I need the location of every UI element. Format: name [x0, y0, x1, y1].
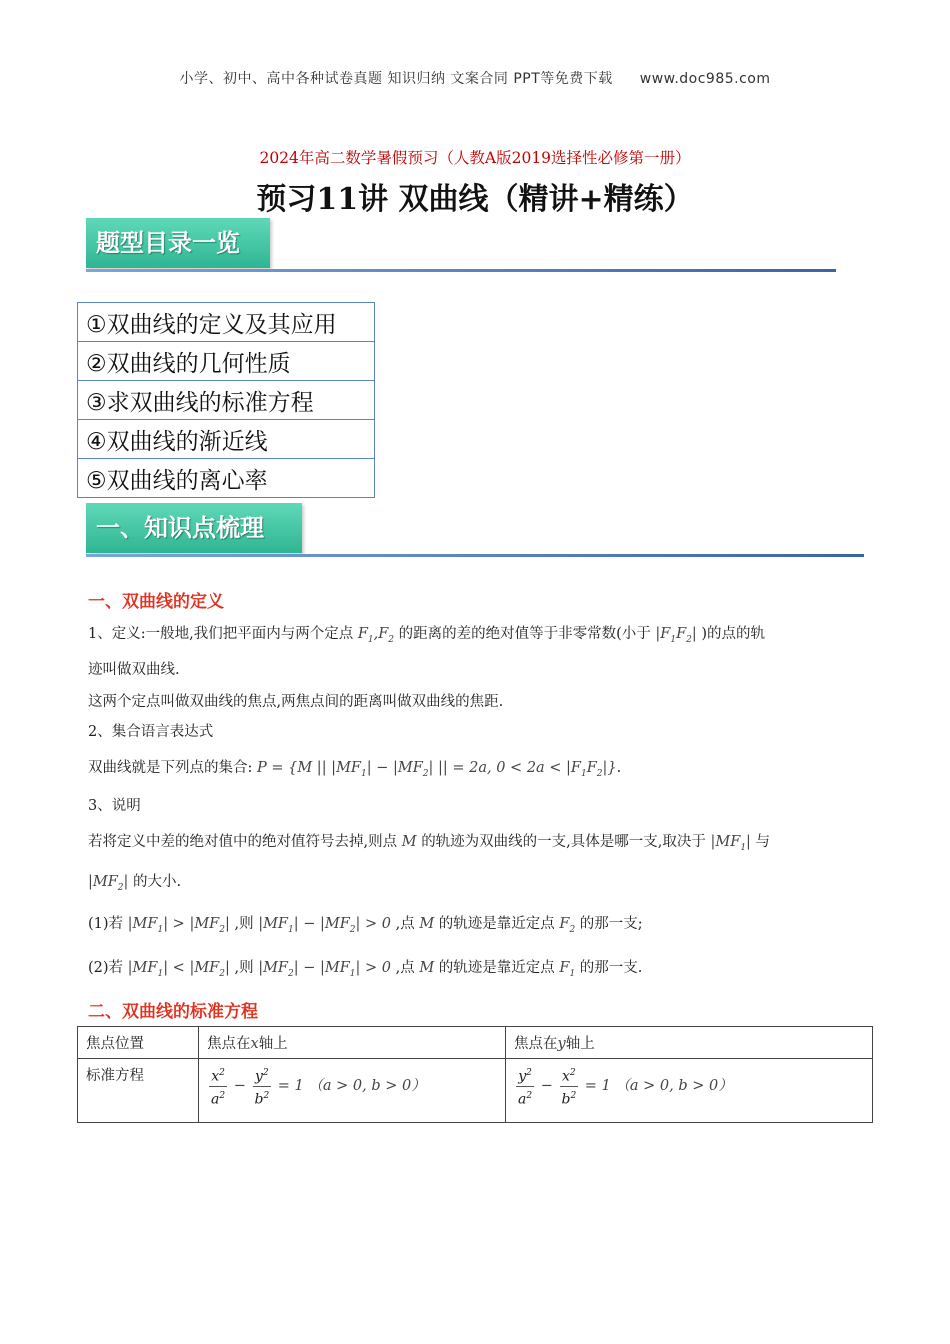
- fraction: $\frac{x^2}{b^2}$: [559, 1064, 578, 1108]
- case2-text-c: ,点: [395, 960, 415, 976]
- note-paragraph-2: [88, 872, 878, 898]
- note-heading: 3、说明: [88, 798, 141, 814]
- section-tag-knowledge: 一、知识点梳理: [86, 503, 302, 553]
- case2-paragraph: [88, 958, 878, 984]
- equation-y-focus: $\frac{y^2}{a^2}$ − $\frac{x^2}{b^2}$ = 1 （a > 0, b > 0）: [506, 1059, 873, 1123]
- part1-heading: 一、双曲线的定义: [88, 592, 224, 612]
- point-m: M: [401, 834, 417, 850]
- toc-item[interactable]: ④双曲线的渐近线: [78, 420, 375, 459]
- set-heading: 2、集合语言表达式: [88, 724, 214, 740]
- mf2-formula: $|MF_2|$: [88, 874, 129, 893]
- point-m: M: [419, 916, 435, 932]
- axis-y: y: [557, 1036, 566, 1052]
- point-m: M: [419, 960, 435, 976]
- banner-text: 小学、初中、高中各种试卷真题 知识归纳 文案合同 PPT等免费下载: [179, 71, 613, 87]
- cell-text: 轴上: [258, 1036, 288, 1052]
- part2-heading: 二、双曲线的标准方程: [88, 1002, 258, 1022]
- toc-item[interactable]: ③求双曲线的标准方程: [78, 381, 375, 420]
- table-cell-y-axis: [506, 1027, 873, 1059]
- case2-text-e: 的那一支.: [579, 960, 643, 976]
- note-text-d: 的大小.: [133, 874, 182, 890]
- case1-text-a: (1)若: [88, 916, 124, 932]
- condition: （a > 0, b > 0）: [308, 1078, 426, 1095]
- standard-equation-table: [77, 1026, 873, 1123]
- def-text-b: 的距离的差的绝对值等于非零常数(小于: [398, 626, 651, 642]
- case1-text-e: 的那一支;: [579, 916, 643, 932]
- section-divider-knowledge: [86, 554, 864, 557]
- def-text-a: 1、定义:一般地,我们把平面内与两个定点: [88, 626, 354, 642]
- toc-table: [77, 302, 375, 498]
- cell-text: 焦点在: [207, 1036, 251, 1052]
- definition-paragraph: [88, 624, 878, 650]
- case2-result: $|MF_2| - |MF_1| > 0$: [258, 960, 391, 979]
- case1-text-d: 的轨迹是靠近定点: [438, 916, 555, 932]
- focus-f1: $F_1$: [559, 960, 576, 979]
- case1-text-c: ,点: [395, 916, 415, 932]
- top-banner: [0, 68, 950, 88]
- foci-formula: $F_1,F_2$: [357, 626, 395, 645]
- table-cell-label: 标准方程: [78, 1059, 199, 1123]
- toc-item[interactable]: ⑤双曲线的离心率: [78, 459, 375, 498]
- set-paragraph: 双曲线就是下列点的集合: P = {M || $|MF_1| - |MF_2|$ || = 2a, $0 < 2a < |F_1F_2|$}.: [88, 760, 622, 779]
- focus-f2: $F_2$: [559, 916, 576, 935]
- banner-site-link[interactable]: www.doc985.com: [639, 71, 771, 87]
- toc-item[interactable]: ②双曲线的几何性质: [78, 342, 375, 381]
- fraction: $\frac{x^2}{a^2}$: [209, 1064, 227, 1108]
- note-text-c: 与: [755, 834, 771, 850]
- mf1-formula: $|MF_1|$: [710, 834, 751, 853]
- def-text-c: )的点的轨: [701, 626, 766, 642]
- note-text-b: 的轨迹为双曲线的一支,具体是哪一支,取决于: [421, 834, 706, 850]
- focus-line: 这两个定点叫做双曲线的焦点,两焦点间的距离叫做双曲线的焦距.: [88, 694, 504, 710]
- cell-text: 轴上: [565, 1036, 595, 1052]
- case2-text-d: 的轨迹是靠近定点: [438, 960, 555, 976]
- table-cell-x-axis: [199, 1027, 506, 1059]
- def-line2: 迹叫做双曲线.: [88, 662, 180, 678]
- case1-result: $|MF_1| - |MF_2| > 0$: [258, 916, 391, 935]
- note-paragraph: [88, 832, 878, 858]
- table-cell-label: 焦点位置: [78, 1027, 199, 1059]
- case1-text-b: ,则: [234, 916, 254, 932]
- document-title: 预习11讲 双曲线（精讲+精练）: [256, 182, 694, 217]
- focal-distance-formula: $|F_1F_2|$: [655, 626, 697, 645]
- equation-x-focus: $\frac{x^2}{a^2}$ − $\frac{y^2}{b^2}$ = 1 （a > 0, b > 0）: [199, 1059, 506, 1123]
- cell-text: 焦点在: [514, 1036, 558, 1052]
- section-divider-toc: [86, 269, 836, 272]
- toc-item[interactable]: ①双曲线的定义及其应用: [78, 303, 375, 342]
- note-text-a: 若将定义中差的绝对值中的绝对值符号去掉,则点: [88, 834, 398, 850]
- fraction: $\frac{y^2}{b^2}$: [252, 1064, 271, 1108]
- condition: （a > 0, b > 0）: [615, 1078, 733, 1095]
- section-tag-toc: 题型目录一览: [86, 218, 270, 268]
- set-formula: P = {M || $|MF_1| - |MF_2|$ || = 2a, $0 < 2a < |F_1F_2|$}: [257, 760, 617, 779]
- set-text: 双曲线就是下列点的集合:: [88, 760, 253, 776]
- case2-text-a: (2)若: [88, 960, 124, 976]
- case1-paragraph: [88, 914, 878, 940]
- fraction: $\frac{y^2}{a^2}$: [516, 1064, 534, 1108]
- case1-condition: $|MF_1| > |MF_2|$: [127, 916, 230, 935]
- case2-text-b: ,则: [234, 960, 254, 976]
- axis-x: x: [250, 1036, 259, 1052]
- case2-condition: $|MF_1| < |MF_2|$: [127, 960, 230, 979]
- document-subtitle: 2024年高二数学暑假预习（人教A版2019选择性必修第一册）: [259, 149, 691, 167]
